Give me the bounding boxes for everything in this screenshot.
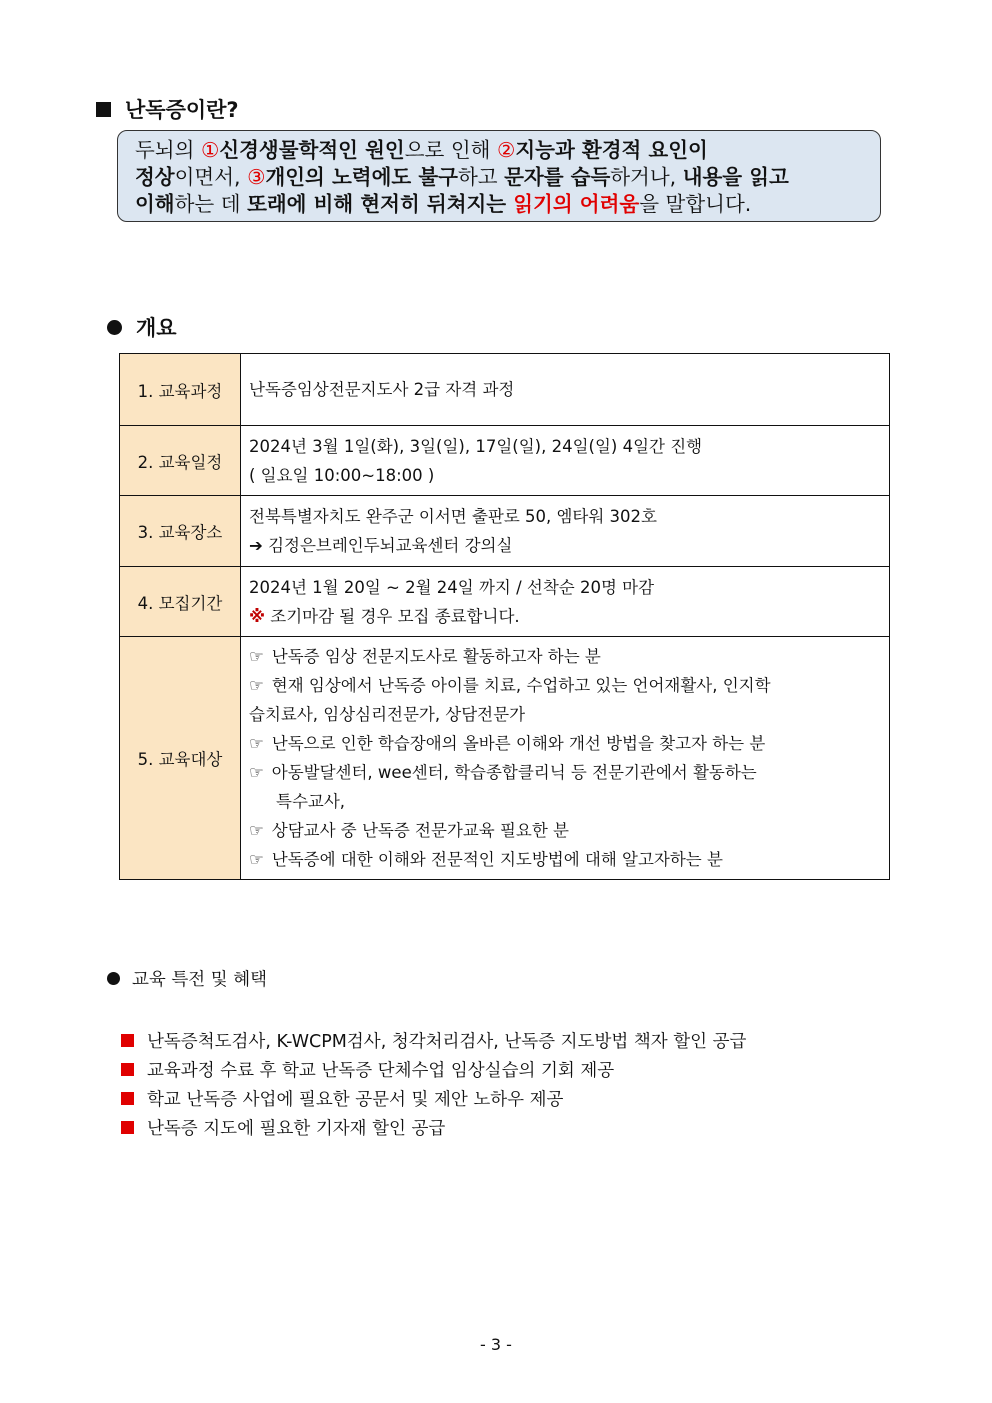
overview-table (119, 353, 890, 880)
row-value: 전북특별자치도 완주군 이서면 출판로 50, 엠타워 302호 ➔ 김정은브레인두뇌교육센터 강의실 (241, 496, 890, 567)
pointing-hand-icon: ☞ (249, 763, 264, 782)
list-item: ☞ 난독증에 대한 이해와 전문적인 지도방법에 대해 알고자하는 분 (249, 850, 723, 869)
table-row (120, 426, 890, 496)
pointing-hand-icon: ☞ (249, 647, 264, 666)
circle-bullet-icon (107, 320, 122, 335)
circle-bullet-icon (107, 972, 120, 985)
definition-box (117, 130, 881, 222)
row-value: 2024년 3월 1일(화), 3일(일), 17일(일), 24일(일) 4일간 진행 ( 일요일 10:00~18:00 ) (241, 426, 890, 496)
list-item: 난독증척도검사, K-WCPM검사, 청각처리검사, 난독증 지도방법 책자 할인 공급 (121, 1026, 746, 1055)
definition-line-2: 정상이면서, ③개인의 노력에도 불구하고 문자를 습득하거나, 내용을 읽고 (135, 165, 789, 189)
section3-title: 교육 특전 및 혜택 (132, 970, 268, 990)
red-square-bullet-icon (121, 1092, 134, 1105)
pointing-hand-icon: ☞ (249, 850, 264, 869)
row-label: 2. 교육일정 (120, 426, 241, 496)
table-row (120, 354, 890, 426)
table-row (120, 637, 890, 880)
section1-title: 난독증이란? (125, 98, 239, 122)
row-value: 2024년 1월 20일 ~ 2월 24일 까지 / 선착순 20명 마감 ※ 조기마감 될 경우 모집 종료합니다. (241, 567, 890, 637)
red-square-bullet-icon (121, 1034, 134, 1047)
page-number: - 3 - (480, 1335, 512, 1354)
table-row (120, 496, 890, 567)
row-label: 4. 모집기간 (120, 567, 241, 637)
row-label: 1. 교육과정 (120, 354, 241, 426)
table-row (120, 567, 890, 637)
list-item: 교육과정 수료 후 학교 난독증 단체수업 임상실습의 기회 제공 (121, 1055, 746, 1084)
row-value (241, 637, 890, 880)
section2-title: 개요 (136, 316, 177, 340)
definition-line-1: 두뇌의 ①신경생물학적인 원인으로 인해 ②지능과 환경적 요인이 (135, 138, 708, 162)
arrow-right-icon: ➔ (249, 536, 263, 555)
row-label: 3. 교육장소 (120, 496, 241, 567)
pointing-hand-icon: ☞ (249, 734, 264, 753)
list-item: ☞ 상담교사 중 난독증 전문가교육 필요한 분 (249, 821, 569, 840)
section-title-dyslexia (96, 94, 239, 124)
list-item: 난독증 지도에 필요한 기자재 할인 공급 (121, 1113, 746, 1142)
red-square-bullet-icon (121, 1063, 134, 1076)
list-item: 학교 난독증 사업에 필요한 공문서 및 제안 노하우 제공 (121, 1084, 746, 1113)
list-item-continuation: 특수교사, (276, 792, 346, 811)
list-item: ☞ 현재 임상에서 난독증 아이를 치료, 수업하고 있는 언어재활사, 인지학 (249, 676, 771, 695)
red-square-bullet-icon (121, 1121, 134, 1134)
square-bullet-icon (96, 102, 111, 117)
section-title-benefits (107, 966, 267, 991)
list-item-continuation: 습치료사, 임상심리전문가, 상담전문가 (249, 705, 526, 724)
list-item: ☞ 난독증 임상 전문지도사로 활동하고자 하는 분 (249, 647, 601, 666)
reference-mark-icon: ※ (249, 606, 266, 626)
pointing-hand-icon: ☞ (249, 821, 264, 840)
definition-line-3: 이해하는 데 또래에 비해 현저히 뒤쳐지는 읽기의 어려움을 말합니다. (135, 192, 752, 216)
row-label: 5. 교육대상 (120, 637, 241, 880)
pointing-hand-icon: ☞ (249, 676, 264, 695)
section-title-overview (107, 312, 177, 342)
row-value: 난독증임상전문지도사 2급 자격 과정 (241, 354, 890, 426)
list-item: ☞ 난독으로 인한 학습장애의 올바른 이해와 개선 방법을 찾고자 하는 분 (249, 734, 766, 753)
list-item: ☞ 아동발달센터, wee센터, 학습종합클리닉 등 전문기관에서 활동하는 (249, 763, 757, 782)
benefits-list (121, 1026, 746, 1142)
